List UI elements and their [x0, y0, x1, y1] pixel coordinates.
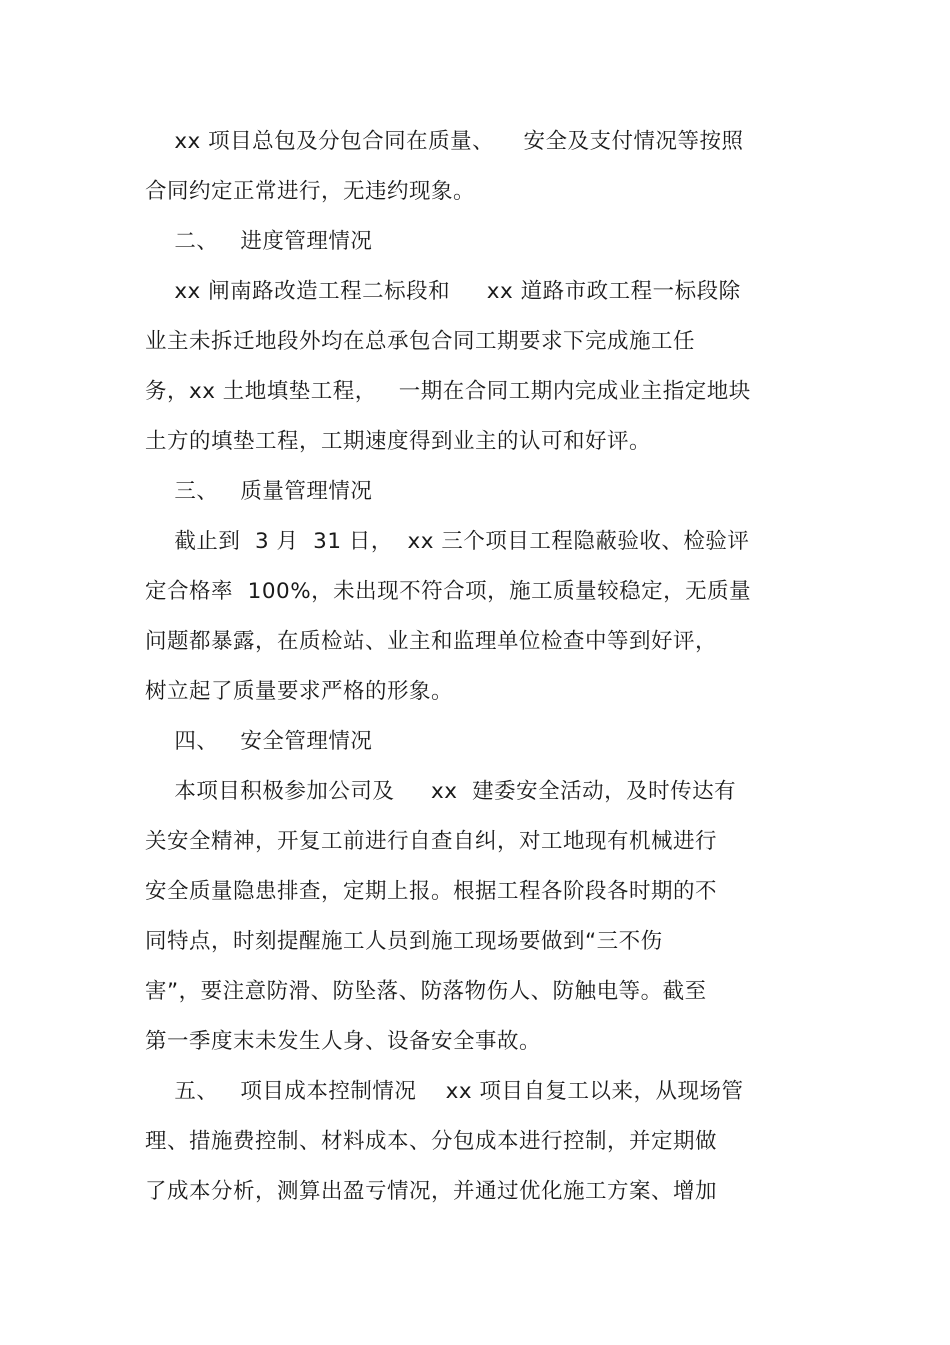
text-line: 业主未拆迁地段外均在总承包合同工期要求下完成施工任 [145, 329, 696, 354]
text-line: 定合格率 100%，未出现不符合项，施工质量较稳定，无质量 [145, 579, 752, 604]
text-line: 了成本分析，测算出盈亏情况，并通过优化施工方案、增加 [145, 1179, 718, 1204]
section-heading: 三、 质量管理情况 [145, 479, 373, 504]
text-line: 本项目积极参加公司及 xx 建委安全活动，及时传达有 [145, 779, 737, 804]
text-line: 合同约定正常进行，无违约现象。 [145, 179, 476, 204]
text-line: 问题都暴露，在质检站、业主和监理单位检查中等到好评， [145, 629, 718, 654]
section-heading: 四、 安全管理情况 [145, 729, 373, 754]
text-line: 安全质量隐患排查，定期上报。根据工程各阶段各时期的不 [145, 879, 718, 904]
text-line: 树立起了质量要求严格的形象。 [145, 679, 454, 704]
section-heading: 二、 进度管理情况 [145, 229, 373, 254]
text-line: 第一季度末未发生人身、设备安全事故。 [145, 1029, 542, 1054]
text-line: xx 闸南路改造工程二标段和 xx 道路市政工程一标段除 [145, 279, 741, 304]
text-line: 务，xx 土地填垫工程， 一期在合同工期内完成业主指定地块 [145, 379, 751, 404]
text-line: 同特点，时刻提醒施工人员到施工现场要做到“三不伤 [145, 929, 663, 954]
text-line: 理、措施费控制、材料成本、分包成本进行控制，并定期做 [145, 1129, 718, 1154]
text-line: 害”，要注意防滑、防坠落、防落物伤人、防触电等。截至 [145, 979, 707, 1004]
text-line: 土方的填垫工程，工期速度得到业主的认可和好评。 [145, 429, 652, 454]
section-heading: 五、 项目成本控制情况 xx 项目自复工以来，从现场管 [145, 1079, 744, 1104]
text-line: 关安全精神，开复工前进行自查自纠，对工地现有机械进行 [145, 829, 718, 854]
text-line: xx 项目总包及分包合同在质量、 安全及支付情况等按照 [145, 129, 744, 154]
text-line: 截止到 3 月 31 日， xx 三个项目工程隐蔽验收、检验评 [145, 529, 750, 554]
